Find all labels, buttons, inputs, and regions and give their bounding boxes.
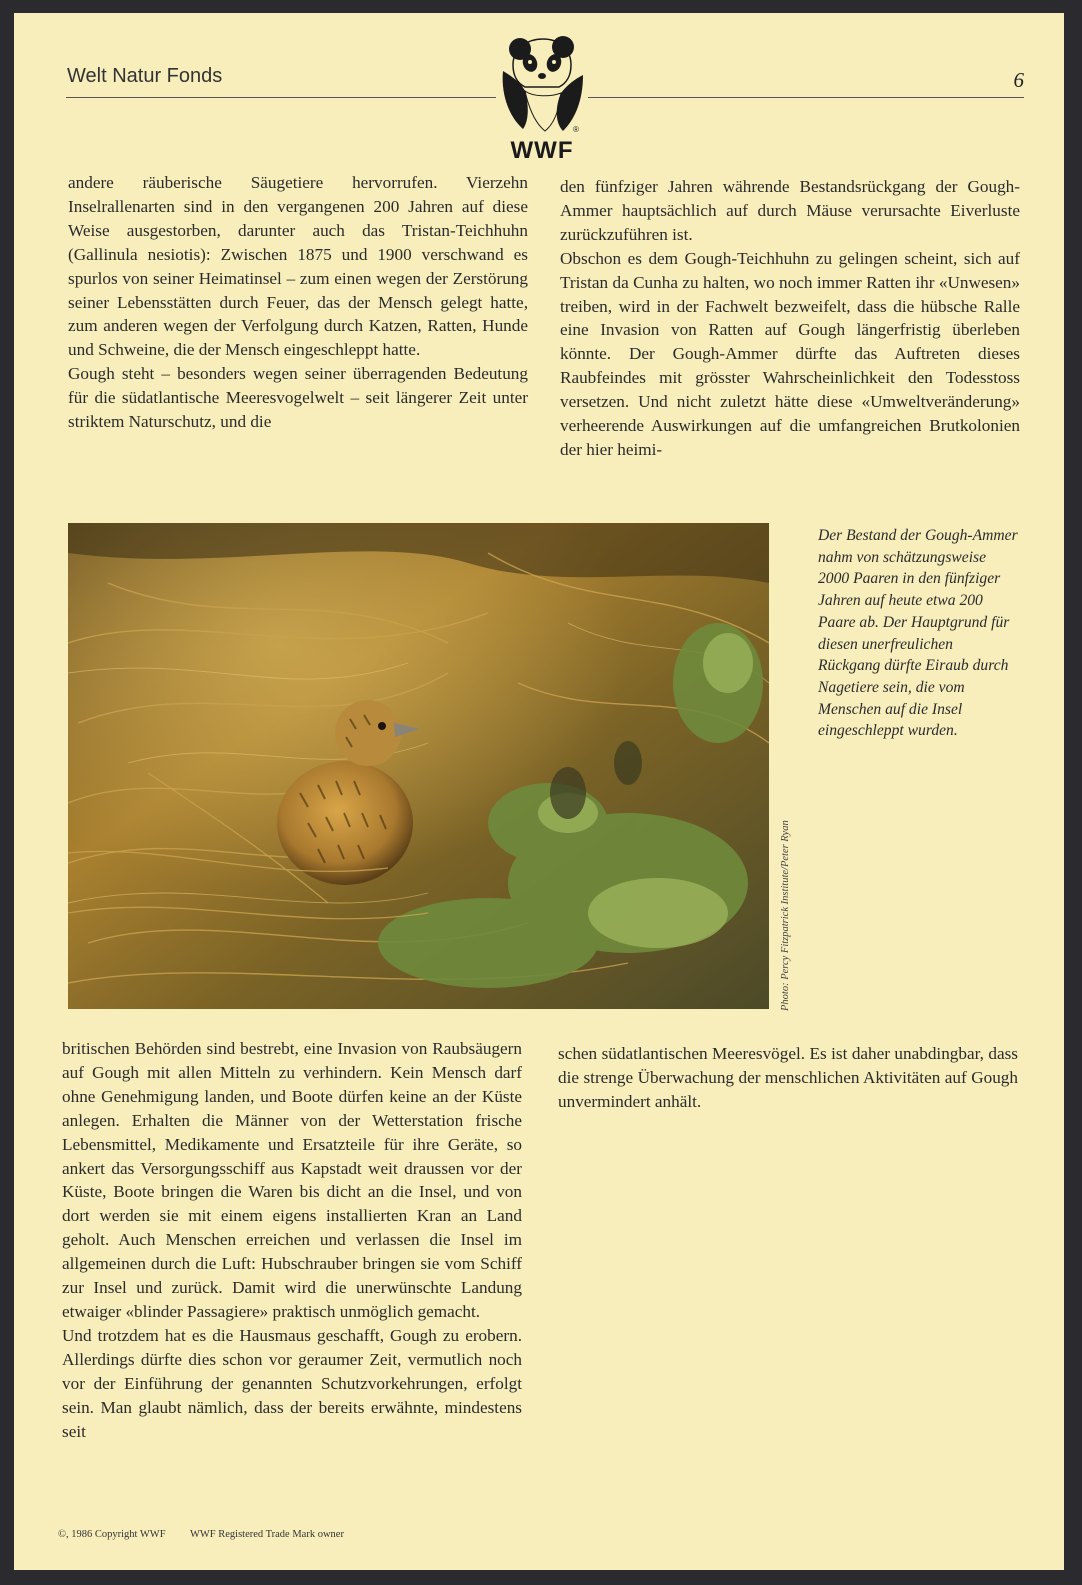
photo-caption: Der Bestand der Gough-Ammer nahm von schätzungsweise 2000 Paaren in den fünfziger Jahren auf heute etwa 200 Paare ab. Der Hauptgrund für diesen unerfreulichen Rückgang dürfte Eiraub durch Nagetiere sein, die vom Menschen auf die Insel eingeschleppt wurden. bbox=[818, 527, 1018, 740]
page-number: 6 bbox=[1013, 68, 1024, 92]
header-rule-left bbox=[66, 97, 496, 98]
header-title: Welt Natur Fonds bbox=[67, 65, 223, 87]
copyright-notice: ©, 1986 Copyright WWF bbox=[58, 1529, 166, 1540]
text-column-left-bottom bbox=[62, 1037, 522, 1443]
paragraph: Und trotzdem hat es die Hausmaus geschafft, Gough zu erobern. Allerdings dürfte dies schon vor geraumer Zeit, vermutlich noch vor der Einführung der genannten Schutzvorkehrungen, erfolgt sein. Man glaubt nämlich, dass der bereits erwähnte, mindestens seit bbox=[62, 1325, 522, 1441]
paragraph: britischen Behörden sind bestrebt, eine Invasion von Raubsäugern auf Gough mit allen Mitteln zu verhindern. Kein Mensch darf ohne Genehmigung landen, und Boote dürfen keine an der Küste anlegen. Erhalten die Männer von der Wetterstation frische Lebensmittel, Medikamente und Ersatzteile für ihre Geräte, so ankert das Versorgungsschiff aus Kapstadt weit draussen vor der Küste, Boote bringen die Waren bis dicht an die Insel, und von dort werden sie mit einem eigens installierten Kran an Land geholt. Auch Menschen erreichen und verlassen die Insel im allgemeinen durch die Luft: Hubschrauber bringen sie vom Schiff zur Insel und zurück. Damit wird die unerwünschte Landung etwaiger «blinder Passagiere» praktisch unmöglich gemacht. bbox=[62, 1039, 522, 1321]
text-column-left-top bbox=[68, 171, 528, 434]
paragraph: Obschon es dem Gough-Teichhuhn zu gelingen scheint, sich auf Tristan da Cunha zu halten, wo noch immer Ratten ihr «Unwesen» treiben, wird in der Fachwelt bezweifelt, dass die hübsche Ralle eine Invasion von Ratten auf Gough längerfristig überleben könnte. Der Gough-Ammer dürfte das Auftreten dieses Raubfeindes mit grösster Wahrscheinlichkeit den Todesstoss versetzen. Und nicht zuletzt hätte diese «Umweltveränderung» verheerende Auswirkungen auf die umfangreichen Brutkolonien der hier heimi- bbox=[560, 248, 1020, 459]
gough-bunting-photo bbox=[68, 523, 769, 1009]
header-rule-right bbox=[588, 97, 1024, 98]
text-column-right-bottom bbox=[558, 1042, 1018, 1114]
paragraph: andere räuberische Säugetiere hervorrufen. Vierzehn Inselrallenarten sind in den vergangenen 200 Jahren auf diese Weise ausgestorben, darunter auch das Tristan-Teichhuhn (Gallinula nesiotis): Zwischen 1875 und 1900 verschwand es spurlos von seiner Heimatinsel – zum einen wegen der Zerstörung seiner Lebensstätten durch Feuer, das der Mensch gelegt hatte, zum anderen wegen der Verfolgung durch Katzen, Ratten, Hunde und Schweine, die der Mensch eingeschleppt hatte. bbox=[68, 173, 528, 360]
wwf-logo-text: WWF bbox=[510, 137, 574, 164]
wwf-logo bbox=[497, 31, 587, 164]
footer bbox=[58, 1529, 366, 1540]
photo-credit: Photo: Percy Fitzpatrick Institute/Peter Ryan bbox=[780, 820, 791, 1011]
paragraph: Gough steht – besonders wegen seiner überragenden Bedeutung für die südatlantische Meeresvogelwelt – seit längerer Zeit unter striktem Naturschutz, und die bbox=[68, 364, 528, 432]
bird-in-grass-image bbox=[68, 523, 769, 1009]
panda-logo-icon bbox=[499, 31, 585, 135]
trademark-notice: WWF Registered Trade Mark owner bbox=[189, 1529, 344, 1540]
logo-registered-mark: ® bbox=[573, 125, 579, 134]
paragraph: schen südatlantischen Meeresvögel. Es ist daher unabdingbar, dass die strenge Überwachung der menschlichen Aktivitäten auf Gough unvermindert anhält. bbox=[558, 1044, 1018, 1111]
paragraph: den fünfziger Jahren währende Bestandsrückgang der Gough-Ammer hauptsächlich auf durch Mäuse verursachte Eiverluste zurückzuführen ist. bbox=[560, 177, 1020, 244]
text-column-right-top bbox=[560, 175, 1020, 462]
document-page bbox=[14, 13, 1064, 1570]
